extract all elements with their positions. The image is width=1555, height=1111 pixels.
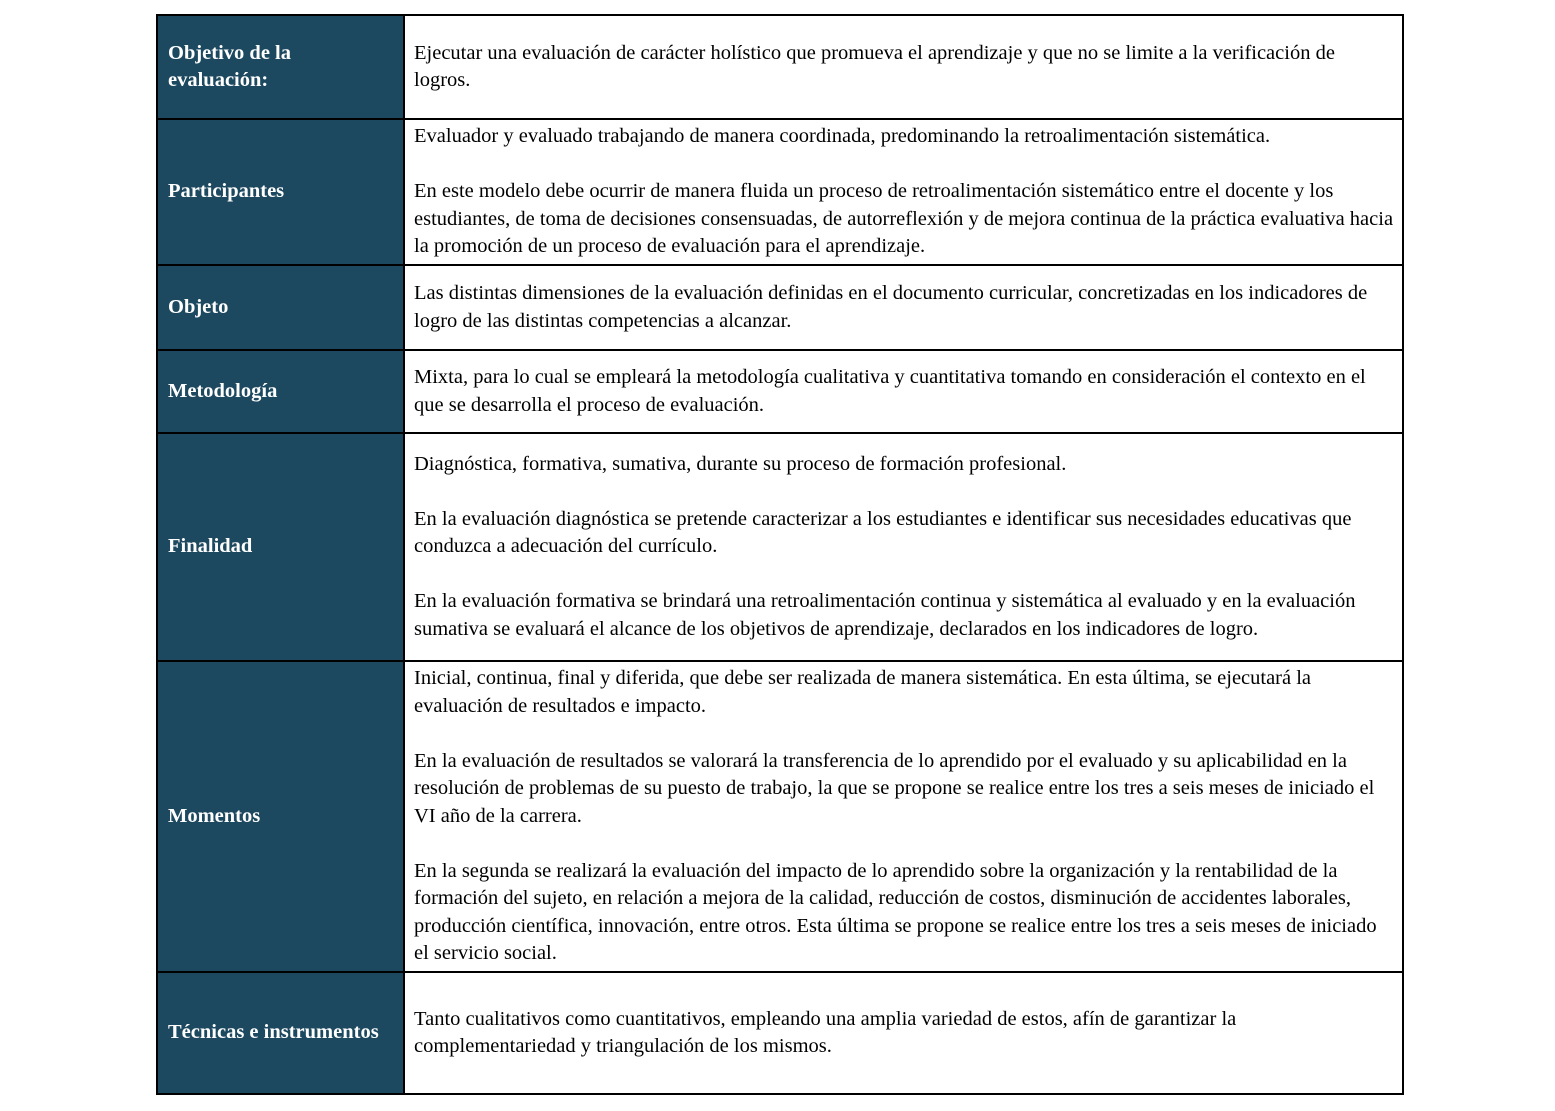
table-row-participantes <box>157 119 1403 265</box>
row-label: Metodología <box>168 379 278 402</box>
row-label-cell <box>157 661 404 972</box>
row-label-cell <box>157 350 404 433</box>
row-paragraph: Inicial, continua, final y diferida, que debe ser realizada de manera sistemática. En esta última, se ejecutará la evaluación de resultados e impacto. <box>414 667 1312 717</box>
row-label: Objeto <box>168 295 229 318</box>
table-row-finalidad <box>157 433 1403 661</box>
row-label: Finalidad <box>168 535 253 558</box>
row-paragraph: En la evaluación de resultados se valorará la transferencia de lo aprendido por el evaluado y su aplicabilidad en la resolución de problemas de su puesto de trabajo, la que se propone se realice entre los tres a seis meses de iniciado el VI año de la carrera. <box>414 749 1375 827</box>
row-paragraph: Tanto cualitativos como cuantitativos, empleando una amplia variedad de estos, afín de garantizar la complementariedad y triangulación de los mismos. <box>414 1007 1237 1057</box>
evaluation-table <box>156 14 1404 1095</box>
row-content-cell <box>404 119 1403 265</box>
row-content-cell <box>404 972 1403 1094</box>
row-content-cell <box>404 15 1403 119</box>
table-row-objetivo <box>157 15 1403 119</box>
row-label: Momentos <box>168 804 261 827</box>
row-paragraph: Evaluador y evaluado trabajando de manera coordinada, predominando la retroalimentación sistemática. <box>414 125 1271 148</box>
row-label: Técnicas e instrumentos <box>168 1021 379 1044</box>
table-row-tecnicas <box>157 972 1403 1094</box>
row-label-cell <box>157 119 404 265</box>
row-paragraph: Diagnóstica, formativa, sumativa, durante su proceso de formación profesional. <box>414 452 1067 475</box>
table-row-momentos <box>157 661 1403 972</box>
row-label-cell <box>157 15 404 119</box>
row-paragraph: En la segunda se realizará la evaluación del impacto de lo aprendido sobre la organización y la rentabilidad de la formación del sujeto, en relación a mejora de la calidad, reducción de costos, disminución de accidentes laborales, producción científica, innovación, entre otros. Esta última se propone se realice entre los tres a seis meses de iniciado el servicio social. <box>414 859 1377 965</box>
row-label: Objetivo de la evaluación: <box>168 41 291 91</box>
table-row-objeto <box>157 265 1403 350</box>
row-label-cell <box>157 433 404 661</box>
row-paragraph: Las distintas dimensiones de la evaluación definidas en el documento curricular, concretizadas en los indicadores de logro de las distintas competencias a alcanzar. <box>414 282 1368 332</box>
row-paragraph: En la evaluación formativa se brindará una retroalimentación continua y sistemática al evaluado y en la evaluación sumativa se evaluará el alcance de los objetivos de aprendizaje, declarados en los indicadores de logro. <box>414 590 1356 640</box>
row-content-cell <box>404 350 1403 433</box>
row-label-cell <box>157 265 404 350</box>
row-label-cell <box>157 972 404 1094</box>
row-content-cell <box>404 433 1403 661</box>
row-paragraph: Ejecutar una evaluación de carácter holístico que promueva el aprendizaje y que no se limite a la verificación de logros. <box>414 41 1335 91</box>
row-content-cell <box>404 661 1403 972</box>
row-label: Participantes <box>168 180 285 203</box>
table-row-metodologia <box>157 350 1403 433</box>
row-paragraph: En este modelo debe ocurrir de manera fluida un proceso de retroalimentación sistemático entre el docente y los estudiantes, de toma de decisiones consensuadas, de autorreflexión y de mejora continua de la práctica evaluativa hacia la promoción de un proceso de evaluación para el aprendizaje. <box>414 180 1394 258</box>
row-paragraph: Mixta, para lo cual se empleará la metodología cualitativa y cuantitativa tomando en consideración el contexto en el que se desarrolla el proceso de evaluación. <box>414 366 1366 416</box>
row-paragraph: En la evaluación diagnóstica se pretende caracterizar a los estudiantes e identificar sus necesidades educativas que conduzca a adecuación del currículo. <box>414 507 1352 558</box>
row-content-cell <box>404 265 1403 350</box>
